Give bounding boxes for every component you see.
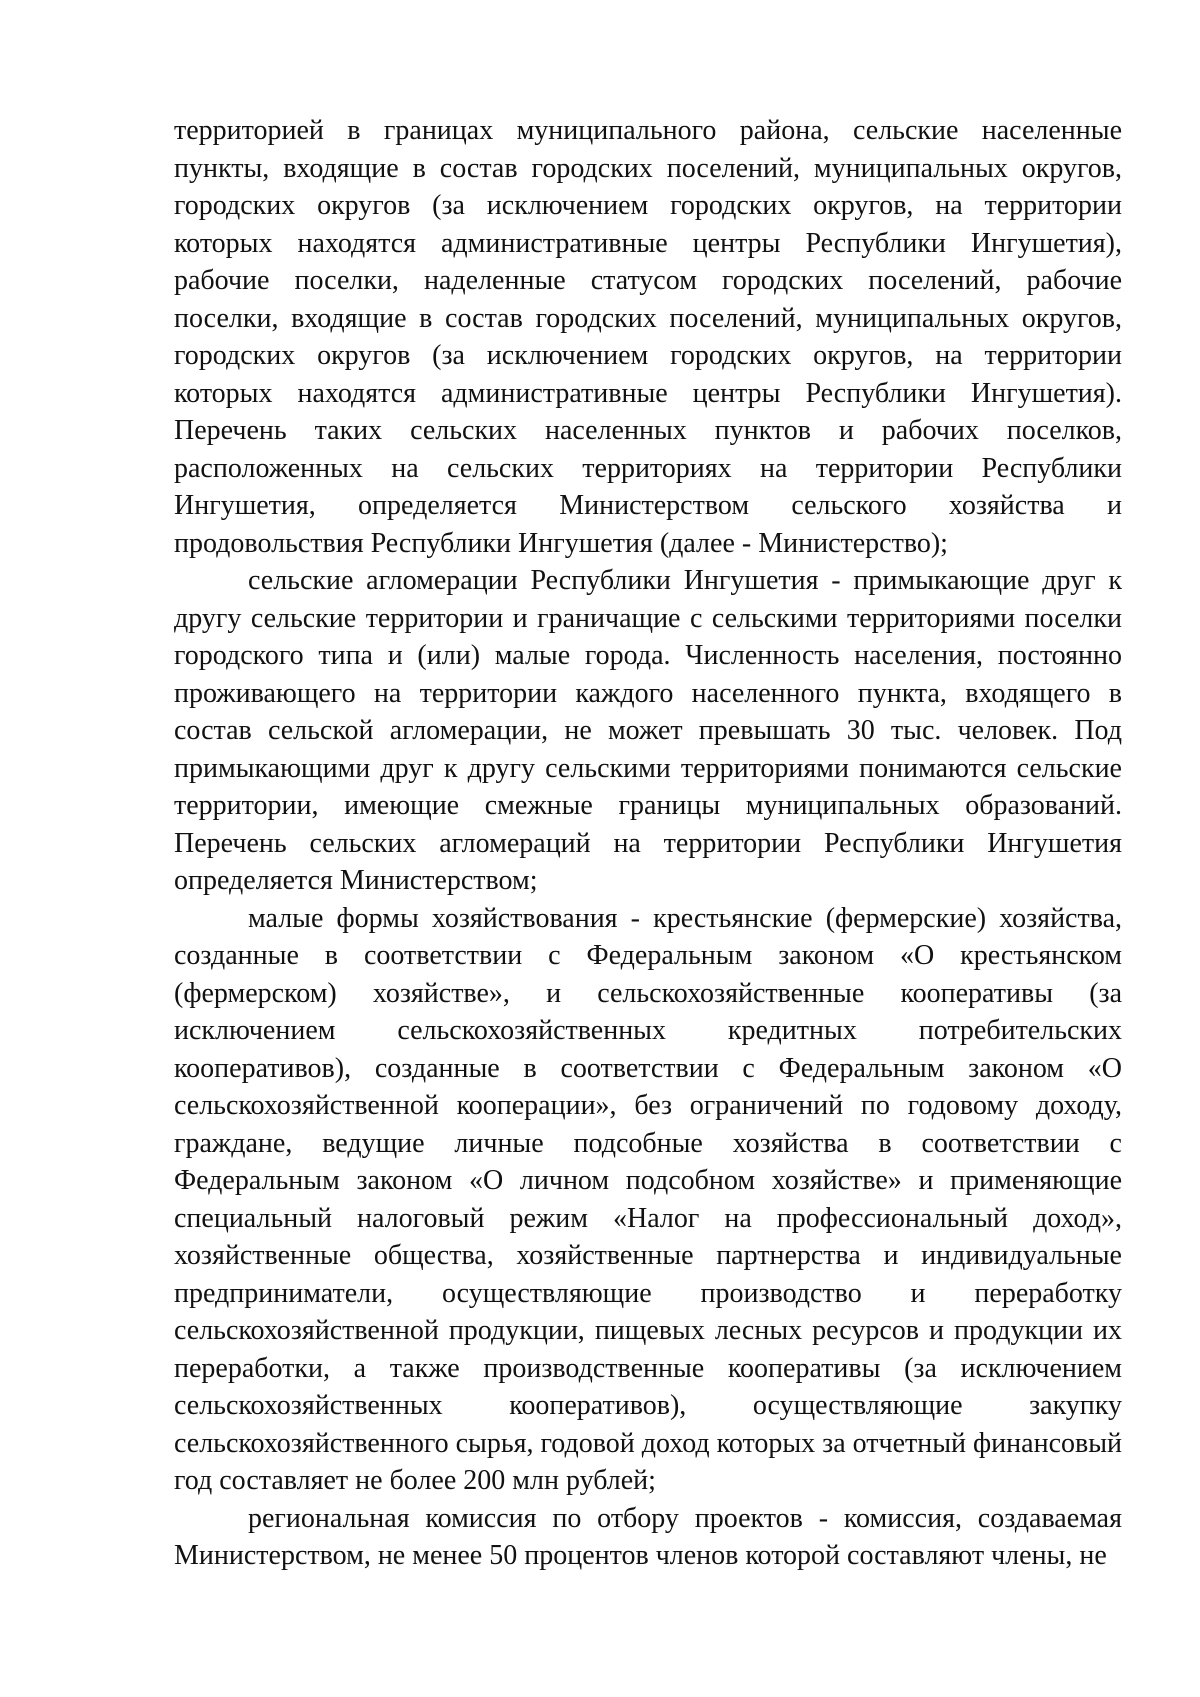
paragraph-rural-agglomerations: сельские агломерации Республики Ингушетия - примыкающие друг к другу сельские территории и граничащие с сельскими территориями поселки городского типа и (или) малые города. Численность населения, постоянно проживающего на территории каждого населенного пункта, входящего в состав сельской агломерации, не может превышать 30 тыс. человек. Под примыкающими друг к другу сельскими территориями понимаются сельские территории, имеющие смежные границы муниципальных образований. Перечень сельских агломераций на территории Республики Ингушетия определяется Министерством;: [174, 565, 1122, 896]
paragraph-territory-definition: территорией в границах муниципального района, сельские населенные пункты, входящие в состав городских поселений, муниципальных округов, городских округов (за исключением городских округов, на территории которых находятся административные центры Республики Ингушетия), рабочие поселки, наделенные статусом городских поселений, рабочие поселки, входящие в состав городских поселений, муниципальных округов, городских округов (за исключением городских округов, на территории которых находятся административные центры Республики Ингушетия). Перечень таких сельских населенных пунктов и рабочих поселков, расположенных на сельских территориях на территории Республики Ингушетия, определяется Министерством сельского хозяйства и продовольствия Республики Ингушетия (далее - Министерство);: [174, 115, 1122, 559]
document-body: [174, 112, 1122, 1575]
paragraph-small-business-forms: малые формы хозяйствования - крестьянские (фермерские) хозяйства, созданные в соответствии с Федеральным законом «О крестьянском (фермерском) хозяйстве», и сельскохозяйственные кооперативы (за исключением сельскохозяйственных кредитных потребительских кооперативов), созданные в соответствии с Федеральным законом «О сельскохозяйственной кооперации», без ограничений по годовому доходу, граждане, ведущие личные подсобные хозяйства в соответствии с Федеральным законом «О личном подсобном хозяйстве» и применяющие специальный налоговый режим «Налог на профессиональный доход», хозяйственные общества, хозяйственные партнерства и индивидуальные предприниматели, осуществляющие производство и переработку сельскохозяйственной продукции, пищевых лесных ресурсов и продукции их переработки, а также производственные кооперативы (за исключением сельскохозяйственных кооперативов), осуществляющие закупку сельскохозяйственного сырья, годовой доход которых за отчетный финансовый год составляет не более 200 млн рублей;: [174, 902, 1123, 1496]
paragraph-regional-commission: региональная комиссия по отбору проектов - комиссия, создаваемая Министерством, не менее 50 процентов членов которой составляют члены, не: [174, 1502, 1122, 1571]
